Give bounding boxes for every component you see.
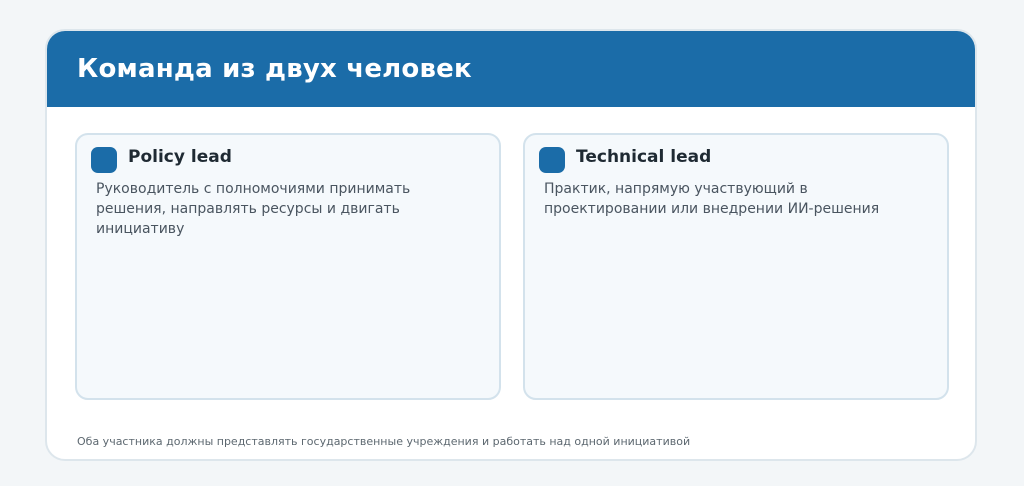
team-card (45, 29, 977, 461)
role-title: Policy lead (128, 147, 232, 167)
card-header (47, 31, 975, 107)
role-header (539, 147, 929, 173)
role-card-technical-lead (523, 133, 949, 400)
role-title: Technical lead (576, 147, 712, 167)
role-square-icon (539, 147, 565, 173)
page-title: Команда из двух человек (77, 54, 472, 84)
role-description: Руководитель с полномочиями принимать решения, направлять ресурсы и двигать инициативу (96, 181, 411, 237)
roles-container (75, 133, 949, 400)
role-square-icon (91, 147, 117, 173)
footnote: Оба участника должны представлять государственные учреждения и работать над одной инициативой (77, 435, 691, 448)
role-description: Практик, напрямую участвующий в проектировании или внедрении ИИ-решения (544, 181, 880, 217)
role-header (91, 147, 481, 173)
role-card-policy-lead (75, 133, 501, 400)
